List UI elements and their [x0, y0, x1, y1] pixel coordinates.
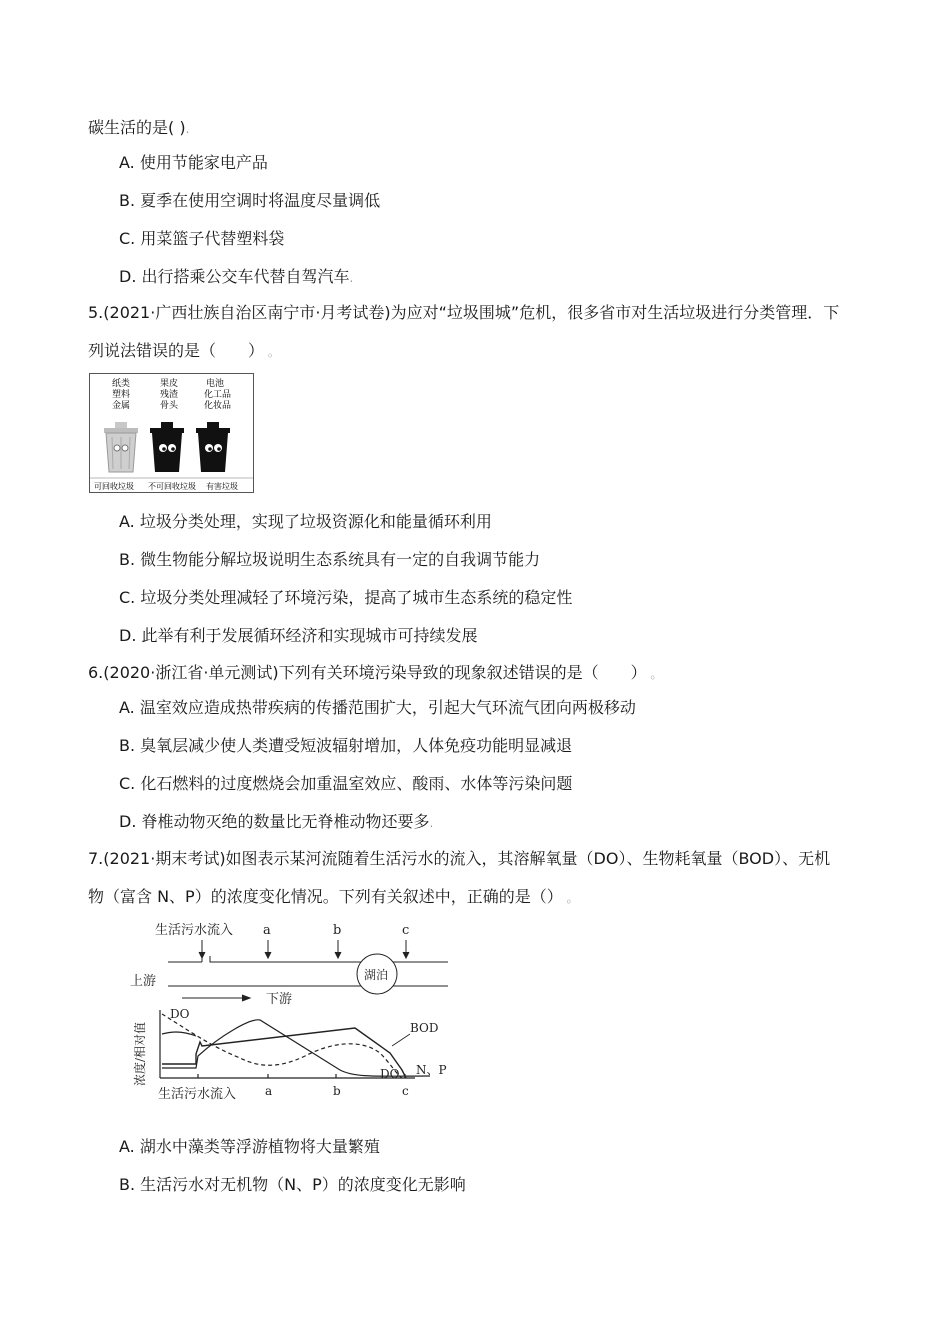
lake-label: 湖泊: [364, 968, 389, 982]
upstream-label: 上游: [130, 974, 157, 989]
bin1-line2: 塑料: [112, 390, 131, 400]
bin2-line2: 残渣: [160, 390, 179, 400]
bin2-line1: 果皮: [160, 379, 179, 389]
garbage-bins-figure: [89, 373, 254, 493]
q5-stem-line2: 列说法错误的是（ ） 。: [88, 341, 280, 360]
x-axis-c: c: [402, 1084, 409, 1098]
downstream-arrow: [182, 995, 250, 1001]
q6-option-d[interactable]: D. 脊椎动物灭绝的数量比无脊椎动物还要多.: [119, 812, 434, 831]
river-point-b: b: [333, 923, 342, 938]
non-recyclable-bin-icon: [150, 422, 184, 472]
bin2-caption: 不可回收垃圾: [148, 482, 196, 491]
bin3-line2: 化工品: [204, 390, 232, 400]
q7-option-b[interactable]: B. 生活污水对无机物（N、P）的浓度变化无影响: [119, 1175, 466, 1194]
garbage-bins-svg: [90, 374, 253, 492]
bin3-line1: 电池: [206, 379, 225, 389]
recyclable-bin-icon: [104, 422, 138, 472]
bod-leader-line: [392, 1034, 410, 1046]
do-label-top: DO: [170, 1007, 190, 1021]
q5-option-c[interactable]: C. 垃圾分类处理减轻了环境污染，提高了城市生态系统的稳定性: [119, 588, 573, 607]
river-pollution-svg: [130, 918, 460, 1108]
q4-stem-tail: 碳生活的是( ).: [88, 118, 190, 137]
q4-option-b[interactable]: B. 夏季在使用空调时将温度尽量调低: [119, 191, 381, 210]
q7-stem-line1: 7.(2021·期末考试)如图表示某河流随着生活污水的流入，其溶解氧量（DO）、生物耗氧量（BOD）、无机: [88, 849, 831, 868]
q6-option-b[interactable]: B. 臭氧层减少使人类遭受短波辐射增加，人体免疫功能明显减退: [119, 736, 573, 755]
bin3-caption: 有害垃圾: [206, 482, 238, 491]
downstream-label: 下游: [266, 992, 293, 1007]
bod-label: BOD: [410, 1021, 439, 1035]
x-axis-a: a: [265, 1084, 273, 1098]
river-channel: [168, 954, 448, 994]
bin2-line3: 骨头: [160, 401, 179, 411]
q6-option-c[interactable]: C. 化石燃料的过度燃烧会加重温室效应、酸雨、水体等污染问题: [119, 774, 573, 793]
q5-option-d[interactable]: D. 此举有利于发展循环经济和实现城市可持续发展: [119, 626, 478, 645]
np-label: N、P: [416, 1063, 447, 1077]
hazardous-bin-icon: [196, 422, 230, 472]
river-point-a: a: [263, 923, 271, 938]
q6-option-a[interactable]: A. 温室效应造成热带疾病的传播范围扩大，引起大气环流气团向两极移动: [119, 698, 636, 717]
q6-stem: 6.(2020·浙江省·单元测试)下列有关环境污染导致的现象叙述错误的是（ ） 。: [88, 663, 663, 682]
q5-option-b[interactable]: B. 微生物能分解垃圾说明生态系统具有一定的自我调节能力: [119, 550, 541, 569]
q4-option-a[interactable]: A. 使用节能家电产品: [119, 153, 268, 172]
q4-option-c[interactable]: C. 用菜篮子代替塑料袋: [119, 229, 285, 248]
river-pollution-figure: [130, 918, 460, 1108]
q7-stem-line2: 物（富含 N、P）的浓度变化情况。下列有关叙述中，正确的是（） 。: [88, 887, 579, 906]
bin1-line3: 金属: [112, 401, 131, 411]
river-point-c: c: [402, 923, 410, 938]
do-label-bottom: DO: [380, 1067, 400, 1081]
bin3-line3: 化妆品: [204, 401, 232, 411]
bin1-line1: 纸类: [112, 379, 131, 389]
bin1-caption: 可回收垃圾: [94, 482, 134, 491]
q5-option-a[interactable]: A. 垃圾分类处理，实现了垃圾资源化和能量循环利用: [119, 512, 492, 531]
bod-start-curve: [162, 1032, 196, 1036]
x-axis-sewage-label: 生活污水流入: [158, 1087, 237, 1102]
q7-option-a[interactable]: A. 湖水中藻类等浮游植物将大量繁殖: [119, 1137, 380, 1156]
q5-stem-line1: 5.(2021·广西壮族自治区南宁市·月考试卷)为应对“垃圾围城”危机，很多省市对生活垃圾进行分类管理．下: [88, 303, 840, 322]
x-axis-b: b: [333, 1084, 341, 1098]
y-axis-label: 浓度/相对值: [133, 1021, 147, 1086]
q4-option-d[interactable]: D. 出行搭乘公交车代替自驾汽车.: [119, 267, 354, 286]
sewage-inflow-label: 生活污水流入: [155, 923, 234, 938]
